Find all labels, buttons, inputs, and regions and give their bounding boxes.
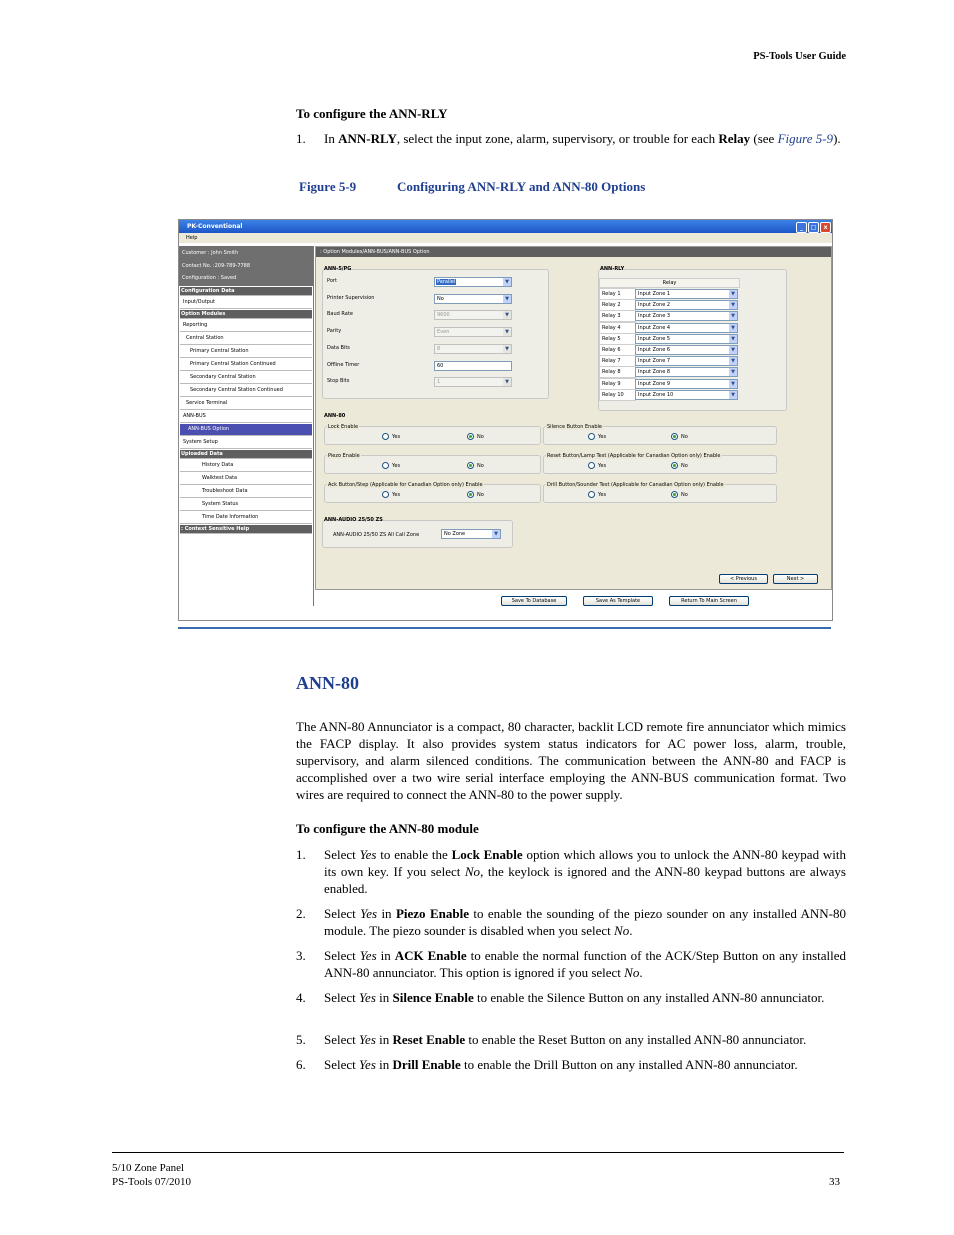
- chevron-down-icon: ▼: [729, 357, 737, 365]
- relay-name-cell: Relay 4: [599, 322, 636, 334]
- chevron-down-icon: ▼: [503, 345, 511, 353]
- ann5-field-label: Baud Rate: [327, 311, 353, 318]
- relay-config-heading: To configure the ANN-RLY: [296, 106, 448, 121]
- sidebar-item[interactable]: [180, 372, 312, 384]
- main-panel: [315, 246, 832, 590]
- figure-caption: Configuring ANN-RLY and ANN-80 Options: [397, 179, 646, 194]
- ann80-description: The ANN-80 Annunciator is a compact, 80 character, backlit LCD remote fire annunciator which mimics the FACP display. It also provides system status indicators for AC power loss, alarm, trouble, supervisory, and alarm silenced conditions. The communication between the ANN-80 and FACP is accomplished over a two wire serial interface employing the ANN-BUS communication format. Two wires are required to connect the ANN-80 to the power supply.: [296, 719, 846, 802]
- ann5-select[interactable]: Parallel ▼: [434, 277, 512, 287]
- sidebar-item-label: System Setup: [183, 439, 218, 445]
- chevron-down-icon: ▼: [503, 295, 511, 303]
- previous-button[interactable]: < Previous: [719, 574, 768, 584]
- footer-rule: [112, 1152, 844, 1153]
- yes-radio[interactable]: [588, 462, 595, 469]
- ann80-step-6: 6. Select Yes in Drill Enable to enable the Drill Button on any installed ANN-80 annunciator.: [296, 1057, 798, 1072]
- sidebar-item[interactable]: [180, 359, 312, 371]
- ann5-field-label: Offline Timer: [327, 361, 360, 368]
- page-number: 33: [829, 1176, 840, 1188]
- ann5-text-input[interactable]: 60: [434, 361, 512, 371]
- sidebar-item-label: Option Modules: [181, 311, 226, 317]
- yes-radio-label: Yes: [392, 434, 401, 440]
- sidebar-item-label: ANN-BUS: [183, 413, 206, 419]
- chevron-down-icon: ▼: [729, 324, 737, 332]
- relay-zone-select[interactable]: Input Zone 6 ▼: [635, 345, 738, 355]
- ann80-option-label: Ack Button/Step (Applicable for Canadian Option only) Enable: [328, 482, 483, 488]
- ann80-option-label: Silence Button Enable: [547, 424, 602, 430]
- sidebar-item-label: System Status: [202, 501, 239, 507]
- no-radio[interactable]: [467, 491, 474, 498]
- sidebar-item-label: Walktest Data: [202, 475, 238, 481]
- ann80-option-label: Piezo Enable: [328, 453, 360, 459]
- customer-name: Customer : John Smith: [182, 250, 239, 256]
- relay-zone-select[interactable]: Input Zone 3 ▼: [635, 311, 738, 321]
- sidebar-item-label: Primary Central Station: [190, 348, 249, 354]
- relay-zone-select[interactable]: Input Zone 10 ▼: [635, 390, 738, 400]
- yes-radio[interactable]: [588, 491, 595, 498]
- sidebar-item: [180, 287, 312, 296]
- sidebar-item-label: Primary Central Station Continued: [190, 361, 276, 367]
- save-to-database-button[interactable]: Save To Database: [501, 596, 567, 606]
- relay-name-cell: Relay 10: [599, 389, 636, 401]
- sidebar-item[interactable]: [180, 512, 312, 524]
- chevron-down-icon: ▼: [503, 278, 511, 286]
- relay-zone-select[interactable]: Input Zone 7 ▼: [635, 356, 738, 366]
- sidebar-item: [180, 525, 312, 534]
- sidebar-item: [180, 450, 312, 459]
- relay-name-cell: Relay 8: [599, 366, 636, 378]
- main-panel-header: : Option Modules/ANN-BUS/ANN-BUS Option: [316, 247, 831, 257]
- sidebar-item[interactable]: [180, 499, 312, 511]
- yes-radio-label: Yes: [392, 492, 401, 498]
- ann5-field-label: Printer Supervision: [327, 294, 375, 301]
- sidebar-item[interactable]: [180, 460, 312, 472]
- sidebar-item-label: Configuration Data: [181, 288, 235, 294]
- footer-doc: PS-Tools 07/2010: [112, 1176, 191, 1188]
- sidebar-item-label: Time Date Information: [202, 514, 259, 520]
- no-radio[interactable]: [467, 433, 474, 440]
- sidebar-item[interactable]: [180, 437, 312, 449]
- software-screenshot: [178, 219, 833, 621]
- ann80-step-3: 3. Select Yes in ACK Enable to enable the normal function of the ACK/Step Button on any installed ANN-80 annunciator. This option is ignored if you select No.: [296, 948, 847, 980]
- ann5-select: 1 ▼: [434, 377, 512, 387]
- sidebar-item[interactable]: [180, 385, 312, 397]
- ann80-step-2: 2. Select Yes in Piezo Enable to enable the sounding of the piezo sounder on any installed ANN-80 module. The piezo sounder is disabled when you select No.: [296, 906, 847, 938]
- relay-name-cell: Relay 1: [599, 288, 636, 300]
- relay-column-header: Relay: [599, 278, 740, 288]
- sidebar-item-label: ANN-BUS Option: [188, 426, 230, 432]
- yes-radio-label: Yes: [598, 492, 607, 498]
- figure-bottom-rule: [178, 627, 831, 629]
- ann5-select[interactable]: No ▼: [434, 294, 512, 304]
- sidebar-item-label: Central Station: [186, 335, 224, 341]
- no-radio[interactable]: [671, 491, 678, 498]
- relay-name-cell: Relay 3: [599, 310, 636, 322]
- ann80-step-1: 1. Select Yes to enable the Lock Enable option which allows you to unlock the ANN-80 keypad with its own key. If you select No, the keylock is ignored and the ANN-80 keypad buttons are always enabled.: [296, 847, 846, 896]
- sidebar-item-label: : Context Sensitive Help: [181, 526, 250, 532]
- sidebar: [179, 246, 314, 606]
- ann80-section-title: ANN-80: [296, 673, 359, 693]
- footer-product: 5/10 Zone Panel: [112, 1162, 185, 1174]
- sidebar-item-label: Reporting: [183, 322, 208, 328]
- sidebar-item-label: Secondary Central Station: [190, 374, 256, 380]
- sidebar-item[interactable]: [180, 320, 312, 332]
- sidebar-item-label: Service Terminal: [186, 400, 228, 406]
- figure-number: Figure 5-9: [299, 179, 357, 194]
- relay-zone-select[interactable]: Input Zone 5 ▼: [635, 334, 738, 344]
- relay-zone-select[interactable]: Input Zone 9 ▼: [635, 379, 738, 389]
- window-title: PK-Conventional: [187, 223, 243, 230]
- window-titlebar: [179, 220, 832, 233]
- relay-name-cell: Relay 6: [599, 344, 636, 356]
- sidebar-item[interactable]: [180, 297, 312, 309]
- relay-name-cell: Relay 2: [599, 299, 636, 311]
- sidebar-item-label: Input/Output: [183, 299, 215, 305]
- yes-radio[interactable]: [382, 433, 389, 440]
- next-button[interactable]: Next >: [773, 574, 818, 584]
- chevron-down-icon: ▼: [729, 301, 737, 309]
- ann5-select: 8 ▼: [434, 344, 512, 354]
- ann80-option-label: Reset Button/Lamp Test (Applicable for Canadian Option only) Enable: [547, 453, 721, 459]
- chevron-down-icon: ▼: [503, 311, 511, 319]
- annaudio-select[interactable]: No Zone ▼: [441, 529, 501, 539]
- sidebar-item[interactable]: [180, 473, 312, 485]
- sidebar-item[interactable]: [180, 411, 312, 423]
- maximize-button[interactable]: □: [808, 222, 819, 233]
- ann5-select: 9600 ▼: [434, 310, 512, 320]
- chevron-down-icon: ▼: [729, 290, 737, 298]
- chevron-down-icon: ▼: [729, 368, 737, 376]
- chevron-down-icon: ▼: [503, 378, 511, 386]
- sidebar-item-label: History Data: [202, 462, 234, 468]
- sidebar-item[interactable]: [180, 486, 312, 498]
- ann80-step-5: 5. Select Yes in Reset Enable to enable the Reset Button on any installed ANN-80 annunciator.: [296, 1032, 807, 1047]
- no-radio-label: No: [681, 492, 688, 498]
- menu-bar: [179, 233, 832, 243]
- sidebar-item-label: Uploaded Data: [181, 451, 223, 457]
- annaudio-label: ANN-AUDIO 25/50 ZS All Call Zone: [333, 532, 420, 538]
- ann5-group-title: ANN-5/PG: [324, 266, 352, 272]
- return-main-screen-button[interactable]: Return To Main Screen: [669, 596, 749, 606]
- relay-name-cell: Relay 9: [599, 378, 636, 390]
- configuration-status: Configuration : Saved: [182, 275, 237, 281]
- running-header: PS-Tools User Guide: [753, 51, 846, 62]
- ann80-option-label: Drill Button/Sounder Test (Applicable for Canadian Option only) Enable: [547, 482, 724, 488]
- menu-help[interactable]: Help: [186, 235, 198, 241]
- close-button[interactable]: x: [820, 222, 831, 233]
- sidebar-item-label: Troubleshoot Data: [202, 488, 248, 494]
- yes-radio-label: Yes: [598, 463, 607, 469]
- sidebar-item[interactable]: [180, 398, 312, 410]
- no-radio-label: No: [477, 463, 484, 469]
- ann80-option-label: Lock Enable: [328, 424, 359, 430]
- ann5-field-label: Port: [327, 278, 337, 284]
- chevron-down-icon: ▼: [503, 328, 511, 336]
- sidebar-item-label: Secondary Central Station Continued: [190, 387, 283, 393]
- annrly-group-title: ANN-RLY: [600, 266, 625, 272]
- sidebar-item: [180, 310, 312, 319]
- yes-radio[interactable]: [382, 491, 389, 498]
- no-radio-label: No: [477, 434, 484, 440]
- ann80-step-4: 4. Select Yes in Silence Enable to enable the Silence Button on any installed ANN-80 annunciator.: [296, 990, 825, 1005]
- no-radio[interactable]: [671, 433, 678, 440]
- minimize-button[interactable]: _: [796, 222, 807, 233]
- relay-zone-select[interactable]: Input Zone 4 ▼: [635, 323, 738, 333]
- chevron-down-icon: ▼: [729, 346, 737, 354]
- relay-zone-select[interactable]: Input Zone 1 ▼: [635, 289, 738, 299]
- chevron-down-icon: ▼: [729, 335, 737, 343]
- no-radio-label: No: [681, 434, 688, 440]
- no-radio-label: No: [477, 492, 484, 498]
- sidebar-item[interactable]: [180, 333, 312, 345]
- chevron-down-icon: ▼: [492, 530, 500, 538]
- ann5-select: Even ▼: [434, 327, 512, 337]
- relay-zone-select[interactable]: Input Zone 2 ▼: [635, 300, 738, 310]
- no-radio[interactable]: [671, 462, 678, 469]
- no-radio-label: No: [681, 463, 688, 469]
- yes-radio[interactable]: [382, 462, 389, 469]
- contact-number: Contact No. :209-789-7788: [182, 263, 251, 269]
- relay-name-cell: Relay 5: [599, 333, 636, 345]
- figure-link[interactable]: Figure 5-9: [777, 131, 834, 146]
- customer-info: [179, 246, 313, 286]
- yes-radio-label: Yes: [392, 463, 401, 469]
- sidebar-item[interactable]: [180, 346, 312, 358]
- chevron-down-icon: ▼: [729, 380, 737, 388]
- ann5-field-label: Stop Bits: [327, 378, 350, 385]
- relay-zone-select[interactable]: Input Zone 8 ▼: [635, 367, 738, 377]
- ann5-field-label: Parity: [327, 328, 342, 335]
- yes-radio[interactable]: [588, 433, 595, 440]
- save-as-template-button[interactable]: Save As Template: [583, 596, 653, 606]
- no-radio[interactable]: [467, 462, 474, 469]
- relay-name-cell: Relay 7: [599, 355, 636, 367]
- yes-radio-label: Yes: [598, 434, 607, 440]
- chevron-down-icon: ▼: [729, 312, 737, 320]
- relay-step-1: 1. In ANN-RLY, select the input zone, alarm, supervisory, or trouble for each Relay (see Figure 5-9).: [296, 131, 841, 146]
- ann80-group-title: ANN-80: [324, 413, 346, 419]
- sidebar-item[interactable]: [180, 424, 312, 436]
- annaudio-group-title: ANN-AUDIO 25/50 ZS: [324, 517, 383, 523]
- ann80-config-heading: To configure the ANN-80 module: [296, 821, 479, 836]
- chevron-down-icon: ▼: [729, 391, 737, 399]
- ann5-field-label: Data Bits: [327, 344, 350, 351]
